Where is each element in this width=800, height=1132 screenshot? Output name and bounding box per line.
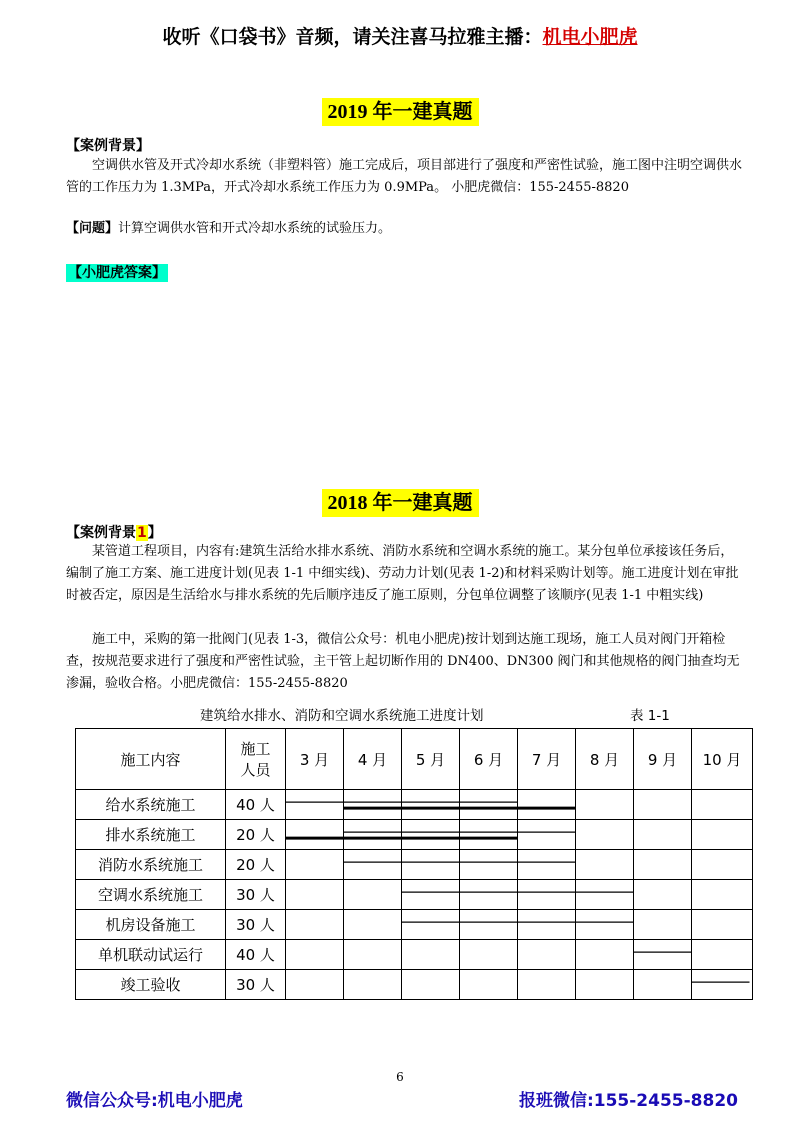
header-month: 10 月 [692, 729, 753, 790]
header-month: 9 月 [634, 729, 692, 790]
case-background-para2-2018: 施工中，采购的第一批阀门(见表 1-3，微信公众号：机电小肥虎)按计划到达施工现场，施工人员对阀门开箱检查，按规范要求进行了强度和严密性试验，主干管上起切断作用的 DN400、DN300 阀门和其他规格的阀门抽查均无渗漏，验收合格。小肥虎微信：155-2455-8820 [66, 632, 740, 691]
header-workers-line2: 人员 [240, 761, 271, 779]
header-workers [226, 729, 286, 790]
footer-contact: 报班微信:155-2455-8820 [518, 1091, 738, 1111]
exam-title-2019-text: 2019 年一建真题 [322, 98, 479, 126]
header-text: 收听《口袋书》音频，请关注喜马拉雅主播： [162, 26, 543, 48]
table-row [76, 790, 753, 820]
table-row [76, 820, 753, 850]
page-number: 6 [396, 1070, 404, 1084]
table-row [76, 970, 753, 1000]
answer-label-text: 【小肥虎答案】 [68, 265, 166, 281]
question-label: 【问题】 [66, 221, 119, 236]
table-row [76, 910, 753, 940]
workers-cell: 30 人 [226, 970, 286, 1000]
header-month: 6 月 [460, 729, 518, 790]
header-brand-link[interactable]: 机电小肥虎 [542, 26, 638, 48]
task-cell: 空调水系统施工 [76, 880, 226, 910]
bg-label-close: 】 [147, 525, 162, 541]
table-row [76, 940, 753, 970]
header-content: 施工内容 [76, 729, 226, 790]
task-cell: 竣工验收 [76, 970, 226, 1000]
header-month: 5 月 [402, 729, 460, 790]
question-text: 计算空调供水管和开式冷却水系统的试验压力。 [118, 221, 392, 236]
table-row [76, 880, 753, 910]
schedule-table [75, 728, 753, 1000]
task-cell: 消防水系统施工 [76, 850, 226, 880]
page-header [0, 22, 800, 49]
workers-cell: 30 人 [226, 880, 286, 910]
case-background-para1-2018: 某管道工程项目，内容有:建筑生活给水排水系统、消防水系统和空调水系统的施工。某分包单位承接该任务后，编制了施工方案、施工进度计划(见表 1-1 中细实线)、劳动力计划(见表 1-2)和材料采购计划等。施工进度计划在审批时被否定，原因是生活给水与排水系统的先后顺序违反了施工原则，分包单位调整了该顺序(见表 1-1 中粗实线) [66, 544, 739, 603]
task-cell: 给水系统施工 [76, 790, 226, 820]
bg-label-open: 【案例背景 [66, 525, 136, 541]
answer-label [66, 262, 168, 282]
workers-cell: 20 人 [226, 820, 286, 850]
table-title: 建筑给水排水、消防和空调水系统施工进度计划 [200, 708, 484, 724]
workers-cell: 20 人 [226, 850, 286, 880]
table-row [76, 850, 753, 880]
workers-cell: 40 人 [226, 940, 286, 970]
task-cell: 单机联动试运行 [76, 940, 226, 970]
exam-title-2019 [0, 95, 800, 124]
case-background-label-2018 [66, 522, 162, 542]
task-cell: 排水系统施工 [76, 820, 226, 850]
case-background-text-2019: 空调供水管及开式冷却水系统（非塑料管）施工完成后，项目部进行了强度和严密性试验，施工图中注明空调供水管的工作压力为 1.3MPa，开式冷却水系统工作压力为 0.9MPa。 小肥虎微信：155-2455-8820 [66, 158, 743, 195]
footer-wechat-account: 微信公众号:机电小肥虎 [66, 1091, 243, 1111]
table-header-row [76, 729, 753, 790]
bg-label-number: 1 [137, 525, 147, 541]
workers-cell: 30 人 [226, 910, 286, 940]
table-number: 表 1-1 [630, 708, 670, 724]
header-month: 8 月 [576, 729, 634, 790]
header-workers-line1: 施工 [240, 740, 271, 758]
case-background-label-2019: 【案例背景】 [66, 138, 150, 154]
exam-title-2018-text: 2018 年一建真题 [322, 489, 479, 517]
task-cell: 机房设备施工 [76, 910, 226, 940]
question-2019 [66, 218, 742, 240]
header-month: 3 月 [286, 729, 344, 790]
exam-title-2018 [0, 486, 800, 515]
workers-cell: 40 人 [226, 790, 286, 820]
header-month: 4 月 [344, 729, 402, 790]
header-month: 7 月 [518, 729, 576, 790]
